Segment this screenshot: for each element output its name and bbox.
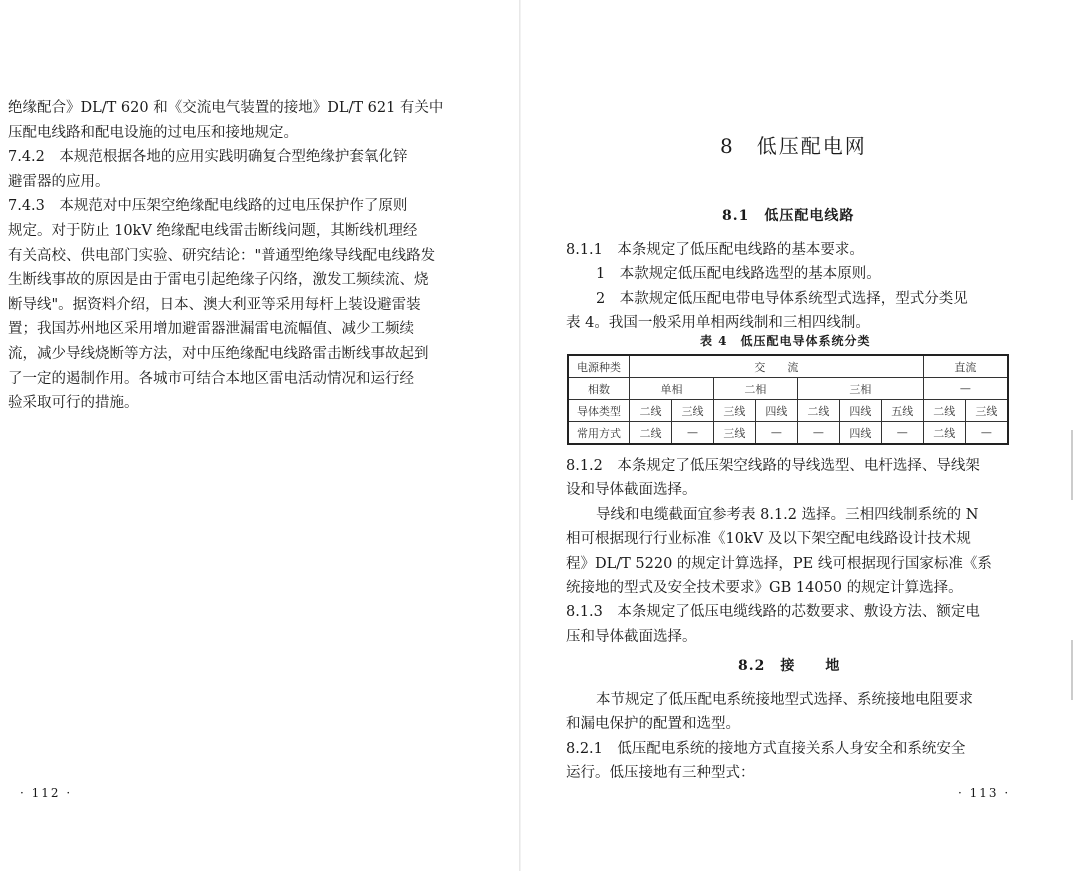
right-text-block-b <box>566 454 1011 649</box>
table-cell: 四线 <box>839 400 881 422</box>
left-page-body <box>8 96 448 416</box>
table-cell: 二线 <box>630 422 672 445</box>
table-cell: 三相 <box>797 378 923 400</box>
text-line: 8.2.1 低压配电系统的接地方式直接关系人身安全和系统安全 <box>566 740 966 757</box>
text-line: 生断线事故的原因是由于雷电引起绝缘子闪络，激发工频续流、烧 <box>8 272 429 289</box>
text-line: 规定。对于防止 10kV 绝缘配电线雷击断线问题，其断线机理经 <box>8 222 418 239</box>
text-line: 压和导体截面选择。 <box>566 628 697 645</box>
text-line: 7.4.2 本规范根据各地的应用实践明确复合型绝缘护套氧化锌 <box>8 149 408 166</box>
book-gutter <box>519 0 521 871</box>
table-cell: 二相 <box>713 378 797 400</box>
table-cell: — <box>965 422 1008 445</box>
table-cell: 四线 <box>839 422 881 445</box>
text-line: 8.1.2 本条规定了低压架空线路的导线选型、电杆选择、导线架 <box>566 458 980 474</box>
table-cell: 二线 <box>923 422 965 445</box>
text-line: 8.1.3 本条规定了低压电缆线路的芯数要求、敷设方法、额定电 <box>566 604 980 621</box>
text-line: 相可根据现行行业标准《10kV 及以下架空配电线路设计技术规 <box>566 531 971 548</box>
table-cell: 三线 <box>713 422 755 445</box>
table-cell: 五线 <box>881 400 923 422</box>
text-line: 导线和电缆截面宜参考表 8.1.2 选择。三相四线制系统的 N <box>596 506 979 523</box>
text-line: 8.1.1 本条规定了低压配电线路的基本要求。 <box>566 242 864 258</box>
page-number-right: · 113 · <box>958 786 1011 800</box>
table-cell: 三线 <box>713 400 755 422</box>
table-cell: 二线 <box>630 400 672 422</box>
text-line: 本节规定了低压配电系统接地型式选择、系统接地电阻要求 <box>596 692 973 708</box>
text-line: 设和导体截面选择。 <box>566 482 697 499</box>
table-cell: 二线 <box>797 400 839 422</box>
text-line: 程》DL/T 5220 的规定计算选择，PE 线可根据现行国家标准《系 <box>566 555 992 572</box>
table-row <box>568 378 1008 400</box>
table-cell: — <box>671 422 713 445</box>
table-caption: 表 4 低压配电导体系统分类 <box>700 334 871 348</box>
text-line: 避雷器的应用。 <box>8 173 110 190</box>
text-line: 绝缘配合》DL/T 620 和《交流电气装置的接地》DL/T 621 有关中 <box>8 100 444 116</box>
table-cell: 直流 <box>923 355 1008 378</box>
table-row <box>568 355 1008 378</box>
table-cell: 常用方式 <box>568 422 630 445</box>
text-line: 2 本款规定低压配电带电导体系统型式选择，型式分类见 <box>596 290 968 307</box>
text-line: 和漏电保护的配置和选型。 <box>566 716 740 733</box>
table-cell: 单相 <box>630 378 714 400</box>
text-line: 置；我国苏州地区采用增加避雷器泄漏雷电流幅值、减少工频续 <box>8 321 414 338</box>
chapter-title: 8 低压配电网 <box>720 134 867 158</box>
scan-mark <box>1071 640 1073 700</box>
table-cell: 电源种类 <box>568 355 630 378</box>
text-line: 统接地的型式及安全技术要求》GB 14050 的规定计算选择。 <box>566 580 963 597</box>
table-row <box>568 400 1008 422</box>
table-cell: — <box>755 422 797 445</box>
right-text-block-a <box>566 238 1011 336</box>
table-cell: 三线 <box>965 400 1008 422</box>
table-row <box>568 422 1008 445</box>
section-heading-8-2: 8.2 接 地 <box>738 658 841 674</box>
conductor-system-table <box>567 354 1009 445</box>
text-line: 压配电线路和配电设施的过电压和接地规定。 <box>8 124 298 141</box>
text-line: 运行。低压接地有三种型式： <box>566 765 755 782</box>
scan-mark <box>1071 430 1073 500</box>
table-cell: — <box>797 422 839 445</box>
table-cell: 交 流 <box>630 355 924 378</box>
table-cell: 相数 <box>568 378 630 400</box>
table-cell: 二线 <box>923 400 965 422</box>
text-line: 断导线"。据资料介绍，日本、澳大利亚等采用每杆上装设避雷装 <box>8 296 421 313</box>
page-number-left: · 112 · <box>20 786 73 800</box>
table-cell: 四线 <box>755 400 797 422</box>
text-line: 7.4.3 本规范对中压架空绝缘配电线路的过电压保护作了原则 <box>8 198 408 215</box>
table-cell: — <box>923 378 1008 400</box>
text-line: 了一定的遏制作用。各城市可结合本地区雷电活动情况和运行经 <box>8 370 414 387</box>
table-cell: 三线 <box>671 400 713 422</box>
text-line: 验采取可行的措施。 <box>8 395 139 412</box>
text-line: 表 4。我国一般采用单相两线制和三相四线制。 <box>566 315 870 332</box>
text-line: 有关高校、供电部门实验、研究结论："普通型绝缘导线配电线路发 <box>8 247 436 264</box>
text-line: 流，减少导线烧断等方法，对中压绝缘配电线路雷击断线事故起到 <box>8 345 429 362</box>
text-line: 1 本款规定低压配电线路选型的基本原则。 <box>596 266 881 283</box>
right-text-block-c <box>566 688 1011 786</box>
section-heading-8-1: 8.1 低压配电线路 <box>722 208 855 224</box>
table-cell: — <box>881 422 923 445</box>
table-cell: 导体类型 <box>568 400 630 422</box>
